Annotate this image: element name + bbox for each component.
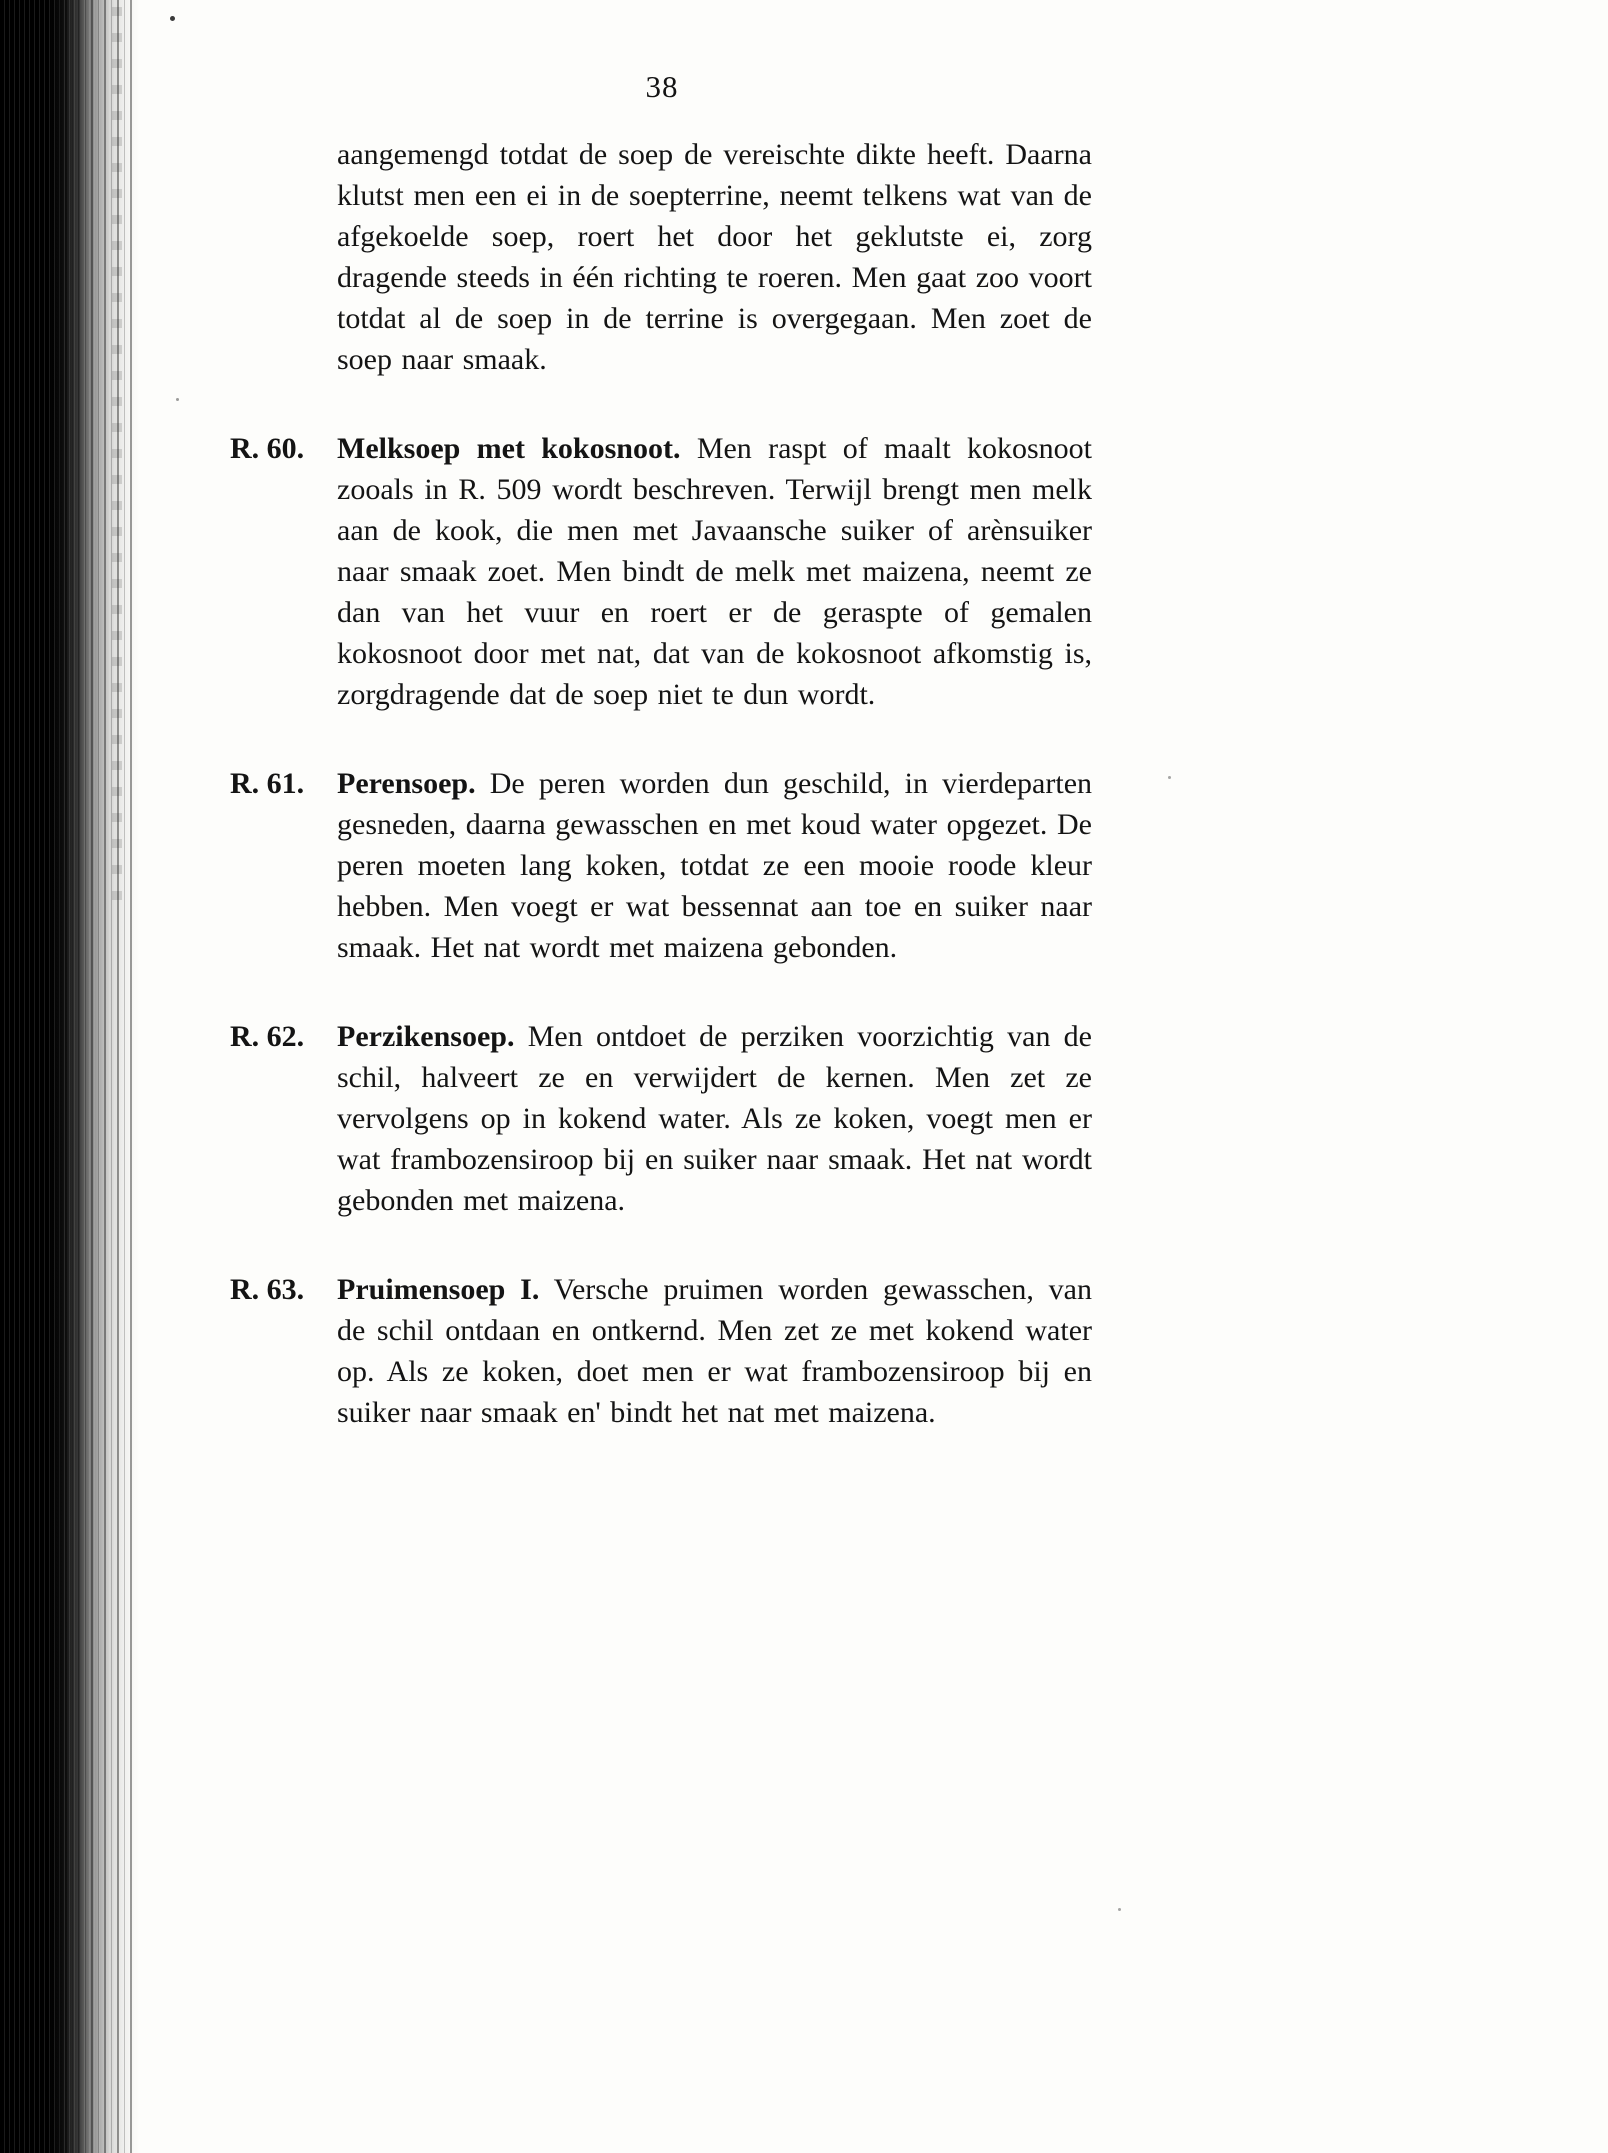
recipe-title: Perensoep. — [337, 767, 476, 800]
recipe-body — [337, 1016, 1092, 1221]
recipe-entry-r61 — [230, 763, 1094, 968]
recipe-title: Perzikensoep. — [337, 1020, 515, 1053]
intro-paragraph: aangemengd totdat de soep de vereischte dikte heeft. Daarna klutst men een ei in de soepterrine, neemt telkens wat van de afgekoelde soep, roert het door het geklutste ei, zorg dragende steeds in één richting te roeren. Men gaat zoo voort totdat al de soep in de terrine is overgegaan. Men zoet de soep naar smaak. — [337, 138, 1092, 376]
scan-dashes — [112, 0, 122, 900]
scan-speck — [170, 16, 175, 21]
recipe-title: Melksoep met kokosnoot. — [337, 432, 681, 465]
recipe-label: R. 61. — [230, 767, 305, 800]
recipe-body-text: De peren worden dun geschild, in vierdeparten gesneden, daarna gewasschen en met koud water opgezet. De peren moeten lang koken, totdat ze een mooie roode kleur hebben. Men voegt er wat bessennat aan toe en suiker naar smaak. Het nat wordt met maizena gebonden. — [337, 767, 1093, 964]
scan-speck — [176, 398, 179, 401]
recipe-entry-r60 — [230, 428, 1094, 715]
recipe-body — [337, 763, 1092, 968]
recipe-label: R. 60. — [230, 432, 305, 465]
recipe-entry-r63 — [230, 1269, 1094, 1433]
scan-speck — [1118, 1908, 1121, 1911]
recipe-body — [337, 428, 1092, 715]
recipe-title: Pruimensoep I. — [337, 1273, 540, 1306]
recipe-label: R. 62. — [230, 1020, 305, 1053]
recipe-body-text: Men raspt of maalt kokosnoot zooals in R. 509 wordt beschreven. Terwijl brengt men melk aan de kook, die men met Javaansche suiker of arènsuiker naar smaak zoet. Men bindt de melk met maizena, neemt ze dan van het vuur en roert er de geraspte of gemalen kokosnoot door met nat, dat van de kokosnoot afkomstig is, zorgdragende dat de soep niet te dun wordt. — [337, 432, 1093, 711]
recipe-body-text: Versche pruimen worden gewasschen, van de schil ontdaan en ontkernd. Men zet ze met kokend water op. Als ze koken, doet men er wat frambozensiroop bij en suiker naar smaak en' bindt het nat met maizena. — [337, 1273, 1092, 1429]
page-number: 38 — [645, 69, 679, 104]
recipe-body — [337, 1269, 1092, 1433]
recipe-body-text: Men ontdoet de perziken voorzichtig van de schil, halveert ze en verwijdert de kernen. Men zet ze vervolgens op in kokend water. Als ze koken, voegt men er wat frambozensiroop bij en suiker naar smaak. Het nat wordt gebonden met maizena. — [337, 1020, 1092, 1217]
scan-speck — [1168, 776, 1171, 779]
recipe-entry-r62 — [230, 1016, 1094, 1221]
text-block — [230, 66, 1094, 1433]
recipe-label: R. 63. — [230, 1273, 305, 1306]
